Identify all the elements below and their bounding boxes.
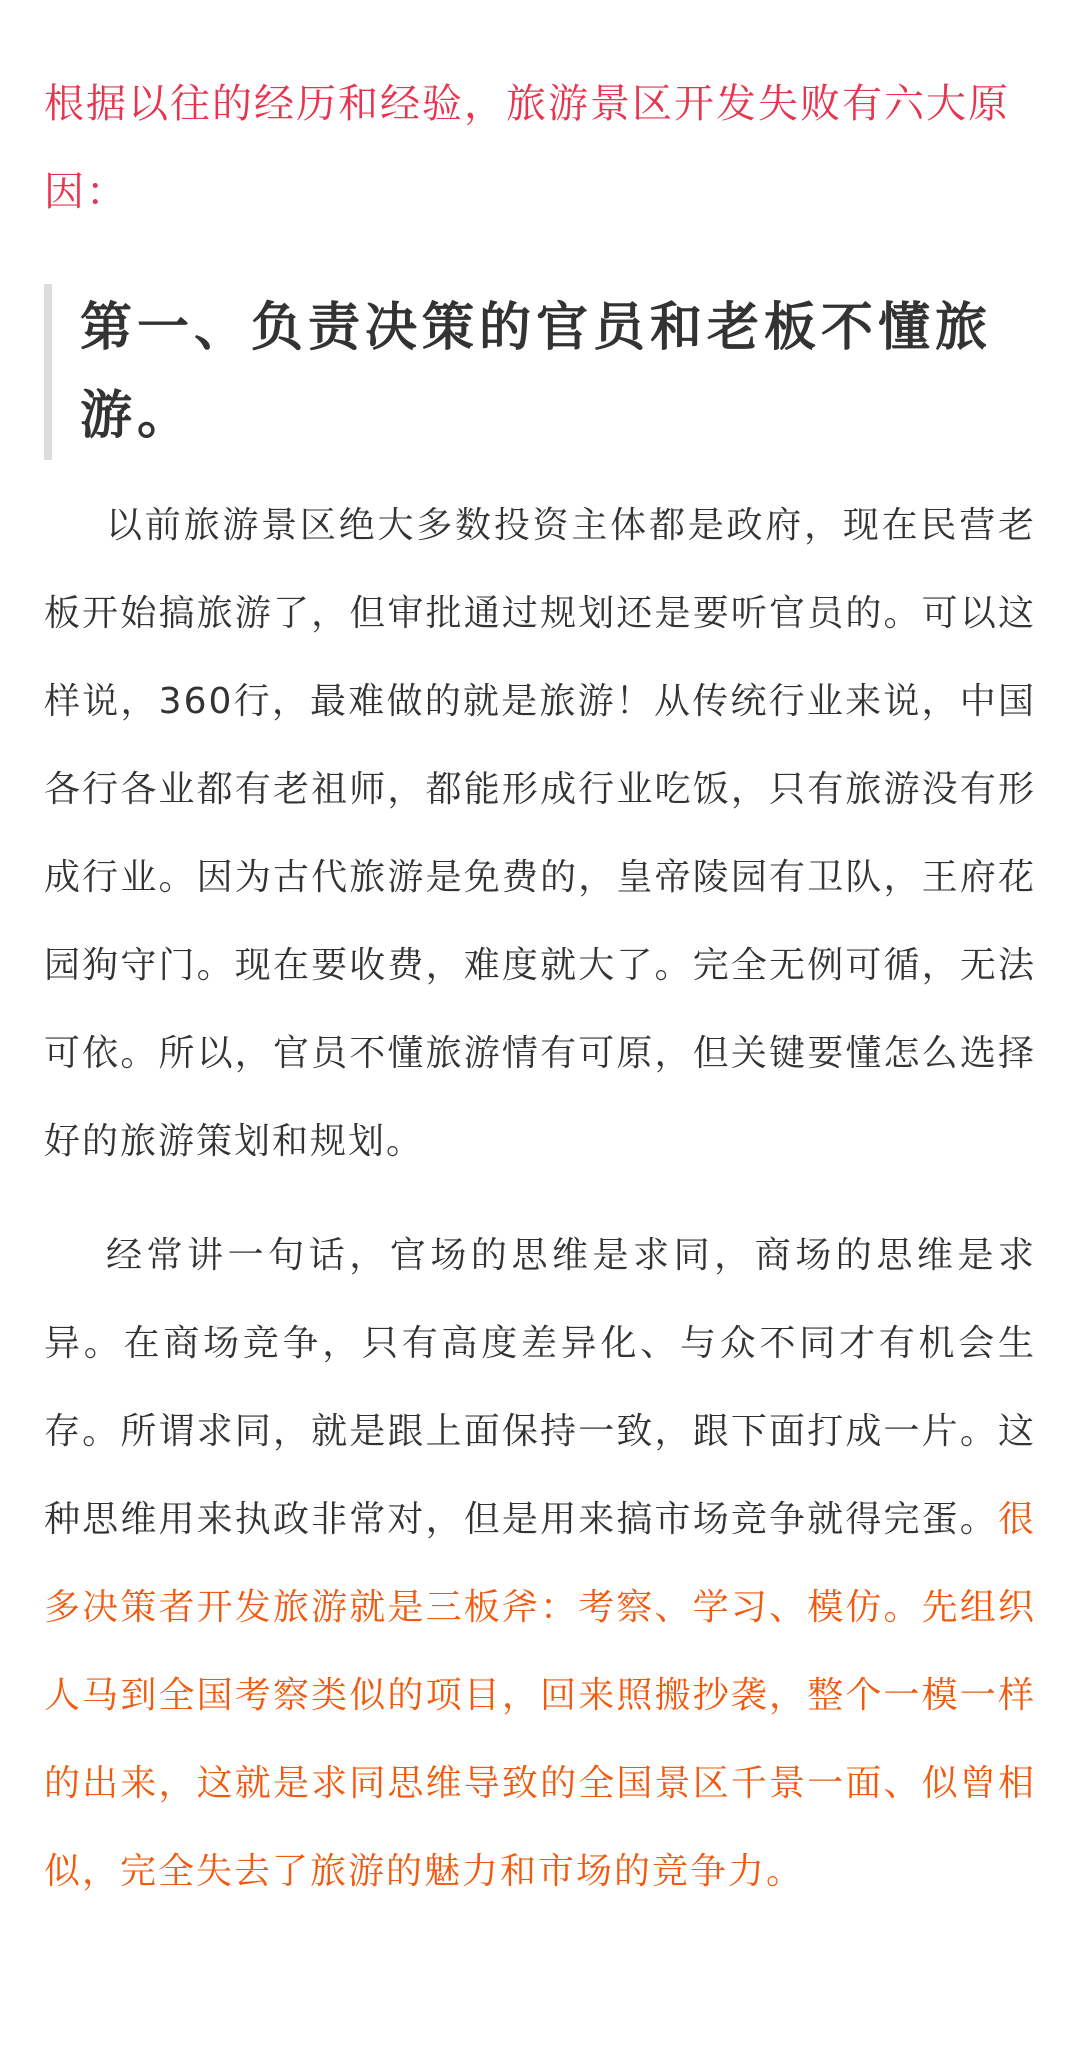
paragraph-2 xyxy=(44,1212,1036,1916)
intro-text: 根据以往的经历和经验，旅游景区开发失败有六大原因： xyxy=(44,81,1010,215)
paragraph-2-highlight-text: 很多决策者开发旅游就是三板斧：考察、学习、模仿。先组织人马到全国考察类似的项目，回来照搬抄袭，整个一模一样的出来，这就是求同思维导致的全国景区千景一面、似曾相似，完全失去了旅游的魅力和市场的竞争力。 xyxy=(44,1499,1036,1892)
paragraph-1: 以前旅游景区绝大多数投资主体都是政府，现在民营老板开始搞旅游了，但审批通过规划还是要听官员的。可以这样说，360行，最难做的就是旅游！从传统行业来说，中国各行各业都有老祖师，都能形成行业吃饭，只有旅游没有形成行业。因为古代旅游是免费的，皇帝陵园有卫队，王府花园狗守门。现在要收费，难度就大了。完全无例可循，无法可依。所以，官员不懂旅游情有可原，但关键要懂怎么选择好的旅游策划和规划。 xyxy=(44,505,1036,1162)
paragraph-2-normal-text: 经常讲一句话，官场的思维是求同，商场的思维是求异。在商场竞争，只有高度差异化、与众不同才有机会生存。所谓求同，就是跟上面保持一致，跟下面打成一片。这种思维用来执政非常对，但是用来搞市场竞争就得完蛋。 xyxy=(44,1235,1036,1540)
section-heading: 第一、负责决策的官员和老板不懂旅游。 xyxy=(44,284,1036,460)
